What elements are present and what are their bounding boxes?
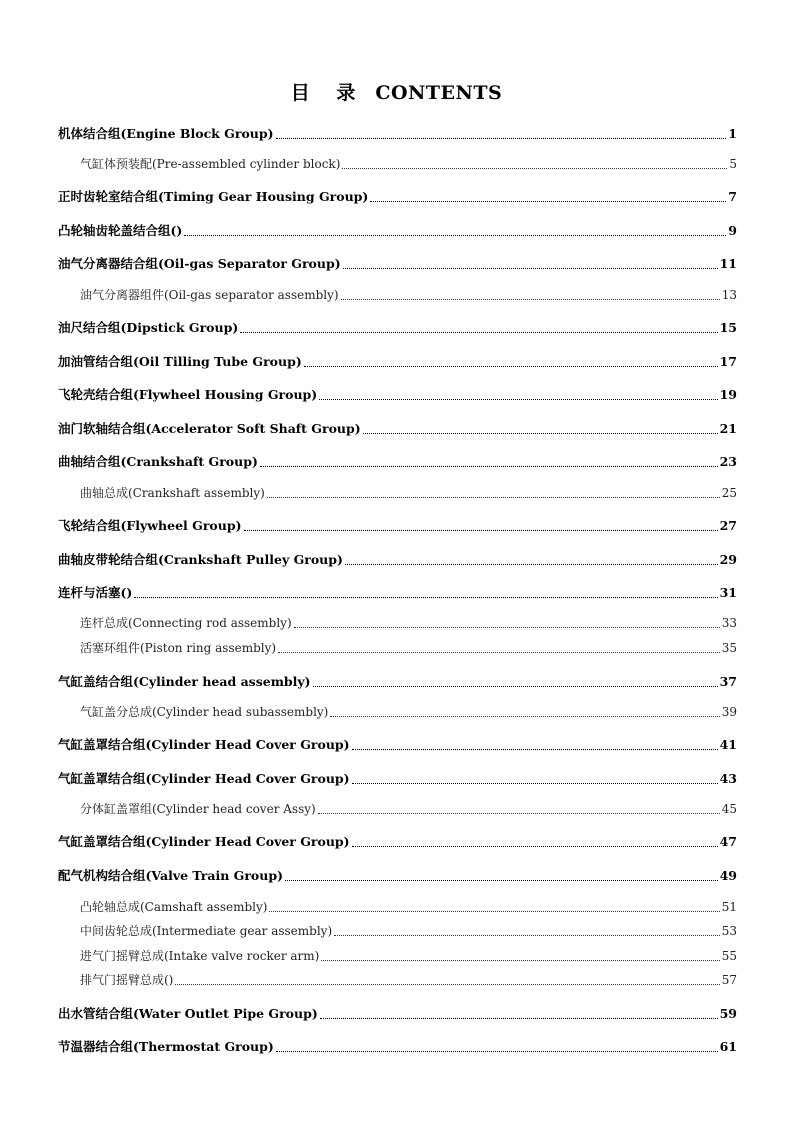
toc-entry[interactable] bbox=[58, 1039, 737, 1055]
toc-entry[interactable] bbox=[80, 801, 737, 817]
dot-leader bbox=[334, 934, 720, 936]
toc-entry-label: 曲轴总成(Crankshaft assembly) bbox=[80, 486, 265, 500]
dot-leader bbox=[343, 267, 718, 269]
toc-entry-page-number: 39 bbox=[721, 705, 737, 719]
toc-entry[interactable] bbox=[58, 421, 737, 437]
toc-entry[interactable] bbox=[80, 923, 737, 939]
toc-entry[interactable] bbox=[58, 223, 737, 239]
dot-leader bbox=[269, 910, 719, 912]
toc-entry-page-number: 61 bbox=[719, 1039, 737, 1054]
toc-entry-label: 连杆与活塞() bbox=[58, 585, 133, 600]
dot-leader bbox=[240, 331, 717, 333]
toc-entry[interactable] bbox=[80, 485, 737, 501]
dot-leader bbox=[370, 200, 726, 202]
toc-entry-label: 活塞环组件(Piston ring assembly) bbox=[80, 641, 277, 655]
dot-leader bbox=[342, 167, 727, 169]
dot-leader bbox=[352, 782, 718, 784]
toc-entry-page-number: 31 bbox=[719, 585, 737, 600]
toc-entry-label: 油气分离器结合组(Oil-gas Separator Group) bbox=[58, 256, 341, 271]
dot-leader bbox=[321, 959, 719, 961]
toc-entry[interactable] bbox=[80, 615, 737, 631]
dot-leader bbox=[276, 1050, 718, 1052]
toc-entry-page-number: 7 bbox=[728, 189, 737, 204]
toc-entry-page-number: 9 bbox=[728, 223, 737, 238]
dot-leader bbox=[278, 651, 720, 653]
toc-entry[interactable] bbox=[80, 156, 737, 172]
toc-entry-page-number: 35 bbox=[721, 641, 737, 655]
toc-entry-page-number: 45 bbox=[721, 802, 737, 816]
toc-entry[interactable] bbox=[58, 189, 737, 205]
toc-entry-page-number: 1 bbox=[728, 126, 737, 141]
toc-entry-label: 飞轮结合组(Flywheel Group) bbox=[58, 518, 242, 533]
toc-entry-label: 曲轴皮带轮结合组(Crankshaft Pulley Group) bbox=[58, 552, 343, 567]
toc-entry-page-number: 37 bbox=[719, 674, 737, 689]
toc-entry-page-number: 27 bbox=[719, 518, 737, 533]
dot-leader bbox=[352, 748, 718, 750]
toc-entry[interactable] bbox=[58, 868, 737, 884]
toc-entry[interactable] bbox=[58, 256, 737, 272]
dot-leader bbox=[352, 845, 718, 847]
dot-leader bbox=[345, 563, 718, 565]
toc-entry-label: 加油管结合组(Oil Tilling Tube Group) bbox=[58, 354, 302, 369]
toc-entry-page-number: 33 bbox=[721, 616, 737, 630]
toc-entry-page-number: 55 bbox=[721, 949, 737, 963]
toc-entry-page-number: 11 bbox=[719, 256, 737, 271]
toc-entry-label: 油气分离器组件(Oil-gas separator assembly) bbox=[80, 288, 339, 302]
toc-entry-label: 气缸体预装配(Pre-assembled cylinder block) bbox=[80, 157, 341, 171]
toc-entry-page-number: 49 bbox=[719, 868, 737, 883]
dot-leader bbox=[175, 983, 719, 985]
dot-leader bbox=[184, 234, 726, 236]
toc-entry[interactable] bbox=[80, 640, 737, 656]
dot-leader bbox=[276, 137, 727, 139]
toc-entry-page-number: 51 bbox=[721, 900, 737, 914]
toc-entry-label: 分体缸盖罩组(Cylinder head cover Assy) bbox=[80, 802, 316, 816]
toc-entry[interactable] bbox=[58, 585, 737, 601]
toc-entry[interactable] bbox=[58, 126, 737, 142]
toc-entry-page-number: 53 bbox=[721, 924, 737, 938]
toc-entry[interactable] bbox=[58, 674, 737, 690]
toc-entry-page-number: 15 bbox=[719, 320, 737, 335]
dot-leader bbox=[134, 596, 717, 598]
toc-entry-page-number: 17 bbox=[719, 354, 737, 369]
toc-entry[interactable] bbox=[58, 1006, 737, 1022]
toc-entry-label: 油门软轴结合组(Accelerator Soft Shaft Group) bbox=[58, 421, 361, 436]
toc-entry-label: 进气门摇臂总成(Intake valve rocker arm) bbox=[80, 949, 320, 963]
toc-entry-label: 配气机构结合组(Valve Train Group) bbox=[58, 868, 283, 883]
dot-leader bbox=[294, 626, 720, 628]
toc-entry[interactable] bbox=[80, 287, 737, 303]
toc-entry[interactable] bbox=[58, 320, 737, 336]
toc-entry[interactable] bbox=[80, 899, 737, 915]
toc-entry[interactable] bbox=[58, 354, 737, 370]
toc-entry[interactable] bbox=[58, 454, 737, 470]
toc-entry-page-number: 57 bbox=[721, 973, 737, 987]
toc-entry-page-number: 47 bbox=[719, 834, 737, 849]
toc-entry-page-number: 13 bbox=[721, 288, 737, 302]
toc-entry[interactable] bbox=[80, 704, 737, 720]
toc-entry[interactable] bbox=[58, 771, 737, 787]
toc-entry[interactable] bbox=[58, 552, 737, 568]
dot-leader bbox=[319, 398, 717, 400]
toc-entry-page-number: 43 bbox=[719, 771, 737, 786]
toc-entry-page-number: 29 bbox=[719, 552, 737, 567]
toc-entry-label: 凸轮轴齿轮盖结合组() bbox=[58, 223, 183, 238]
toc-entry-page-number: 21 bbox=[719, 421, 737, 436]
dot-leader bbox=[320, 1017, 718, 1019]
toc-entry-label: 曲轴结合组(Crankshaft Group) bbox=[58, 454, 258, 469]
toc-entry-page-number: 5 bbox=[729, 157, 737, 171]
toc-entry-label: 气缸盖结合组(Cylinder head assembly) bbox=[58, 674, 311, 689]
toc-entry-page-number: 23 bbox=[719, 454, 737, 469]
toc-entry-label: 正时齿轮室结合组(Timing Gear Housing Group) bbox=[58, 189, 369, 204]
dot-leader bbox=[363, 432, 718, 434]
toc-entry-page-number: 19 bbox=[719, 387, 737, 402]
toc-entry[interactable] bbox=[80, 948, 737, 964]
title-chinese: 目 录 bbox=[290, 82, 366, 104]
toc-entry[interactable] bbox=[58, 737, 737, 753]
dot-leader bbox=[260, 465, 718, 467]
toc-entry-label: 飞轮壳结合组(Flywheel Housing Group) bbox=[58, 387, 318, 402]
dot-leader bbox=[304, 365, 718, 367]
toc-entry-label: 连杆总成(Connecting rod assembly) bbox=[80, 616, 292, 630]
toc-entry-page-number: 59 bbox=[719, 1006, 737, 1021]
toc-entry-label: 出水管结合组(Water Outlet Pipe Group) bbox=[58, 1006, 318, 1021]
toc-entry-label: 气缸盖罩结合组(Cylinder Head Cover Group) bbox=[58, 771, 350, 786]
dot-leader bbox=[341, 298, 720, 300]
toc-entry-label: 机体结合组(Engine Block Group) bbox=[58, 126, 274, 141]
toc-entry-label: 中间齿轮总成(Intermediate gear assembly) bbox=[80, 924, 333, 938]
toc-entry-label: 节温器结合组(Thermostat Group) bbox=[58, 1039, 274, 1054]
toc-entry-label: 凸轮轴总成(Camshaft assembly) bbox=[80, 900, 268, 914]
dot-leader bbox=[267, 496, 720, 498]
toc-entry-label: 气缸盖分总成(Cylinder head subassembly) bbox=[80, 705, 329, 719]
toc-entry-label: 气缸盖罩结合组(Cylinder Head Cover Group) bbox=[58, 737, 350, 752]
title-english: CONTENTS bbox=[375, 82, 503, 104]
toc-entry-page-number: 41 bbox=[719, 737, 737, 752]
toc-entry-label: 气缸盖罩结合组(Cylinder Head Cover Group) bbox=[58, 834, 350, 849]
toc-entry-label: 排气门摇臂总成() bbox=[80, 973, 174, 987]
dot-leader bbox=[285, 879, 718, 881]
toc-entry[interactable] bbox=[58, 834, 737, 850]
toc-entry[interactable] bbox=[58, 518, 737, 534]
toc-entry[interactable] bbox=[58, 387, 737, 403]
dot-leader bbox=[244, 529, 718, 531]
dot-leader bbox=[330, 715, 719, 717]
toc-entry-page-number: 25 bbox=[721, 486, 737, 500]
toc-entry-label: 油尺结合组(Dipstick Group) bbox=[58, 320, 239, 335]
toc-entry[interactable] bbox=[80, 972, 737, 988]
dot-leader bbox=[313, 685, 718, 687]
dot-leader bbox=[318, 812, 720, 814]
